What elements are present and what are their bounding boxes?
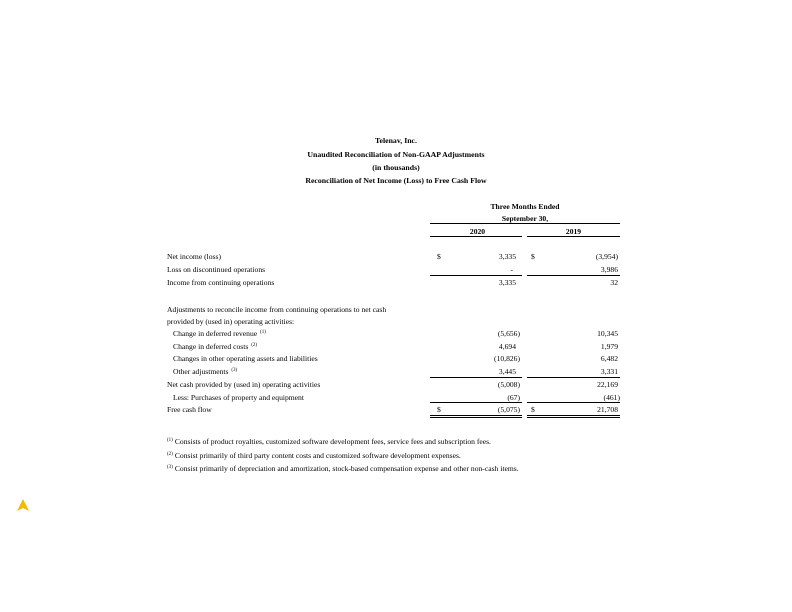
subtotal-rule [430, 377, 522, 378]
value-other-adjustments-2019: 3,331 [600, 367, 618, 376]
value-net-income-2019: (3,954) [595, 252, 618, 261]
row-label-free-cash-flow: Free cash flow [167, 405, 212, 414]
subtotal-rule [527, 377, 620, 378]
value-free-cash-flow-2020: (5,075) [497, 405, 520, 414]
total-double-rule [527, 417, 620, 418]
units-subtitle: (in thousands) [372, 163, 420, 172]
row-label-discontinued: Loss on discontinued operations [167, 265, 266, 274]
row-label-continuing: Income from continuing operations [167, 278, 275, 287]
subtotal-rule [430, 402, 522, 403]
value-continuing-2019: 32 [610, 278, 618, 287]
footnote-marker: (3) [231, 368, 238, 373]
total-double-rule [430, 417, 522, 418]
currency-symbol: $ [437, 252, 441, 261]
subtotal-rule [430, 275, 522, 276]
total-double-rule [430, 415, 522, 416]
footnote-3: $^{(3)}$ Consist primarily of depreciation and amortization, stock-based compensation expense and other non-cash items. [167, 464, 519, 473]
header-rule [430, 223, 620, 224]
subtotal-rule [527, 402, 620, 403]
period-header: Three Months Ended [490, 202, 560, 211]
col-2020-rule [430, 236, 522, 237]
reconciliation-title: Reconciliation of Net Income (Loss) to Free Cash Flow [305, 176, 487, 185]
adjustments-heading-cont: provided by (used in) operating activities: [167, 317, 295, 326]
value-deferred-costs-2020: 4,694 [498, 342, 516, 351]
value-other-assets-2020: (10,826) [494, 354, 520, 363]
footnote-marker: (2) [251, 343, 258, 348]
row-label-other-assets: Changes in other operating assets and liabilities [173, 354, 318, 363]
telenav-logo-icon [17, 499, 29, 511]
period-subheader: September 30, [501, 214, 549, 223]
value-continuing-2020: 3,335 [498, 278, 516, 287]
value-net-cash-2020: (5,008) [497, 380, 520, 389]
value-purchases-2019: (461) [603, 393, 620, 402]
value-free-cash-flow-2019: 21,708 [597, 405, 618, 414]
value-deferred-revenue-2019: 10,345 [597, 329, 618, 338]
report-title: Unaudited Reconciliation of Non-GAAP Adjustments [307, 150, 485, 159]
row-label-deferred-revenue: Change in deferred revenue $^{(1)}$ [173, 329, 266, 338]
currency-symbol: $ [531, 405, 535, 414]
currency-symbol: $ [531, 252, 535, 261]
column-2020: 2020 [469, 227, 486, 236]
value-discontinued-2019: 3,986 [600, 265, 618, 274]
value-purchases-2020: (67) [507, 393, 520, 402]
row-label-other-adjustments: Other adjustments $^{(3)}$ [173, 367, 238, 376]
footnote-2: $^{(2)}$ Consist primarily of third party content costs and customized software development expenses. [167, 451, 461, 460]
value-discontinued-2020: - [510, 265, 513, 274]
row-label-net-cash: Net cash provided by (used in) operating activities [167, 380, 321, 389]
value-net-income-2020: 3,335 [498, 252, 516, 261]
currency-symbol: $ [437, 405, 441, 414]
adjustments-heading: Adjustments to reconcile income from continuing operations to net cash [167, 305, 387, 314]
value-deferred-revenue-2020: (5,656) [497, 329, 520, 338]
company-title: Telenav, Inc. [375, 136, 417, 145]
col-2019-rule [527, 236, 620, 237]
value-other-adjustments-2020: 3,445 [498, 367, 516, 376]
total-double-rule [527, 415, 620, 416]
footnote-marker: (1) [260, 330, 266, 335]
value-deferred-costs-2019: 1,979 [600, 342, 618, 351]
value-net-cash-2019: 22,169 [597, 380, 618, 389]
subtotal-rule [527, 275, 620, 276]
row-label-net-income: Net income (loss) [167, 252, 221, 261]
row-label-purchases: Less: Purchases of property and equipment [173, 393, 304, 402]
value-other-assets-2019: 6,482 [600, 354, 618, 363]
row-label-deferred-costs: Change in deferred costs $^{(2)}$ [173, 342, 258, 351]
column-2019: 2019 [565, 227, 582, 236]
footnote-1: $^{(1)}$ Consists of product royalties, customized software development fees, service fees and subscription fees. [167, 437, 491, 446]
